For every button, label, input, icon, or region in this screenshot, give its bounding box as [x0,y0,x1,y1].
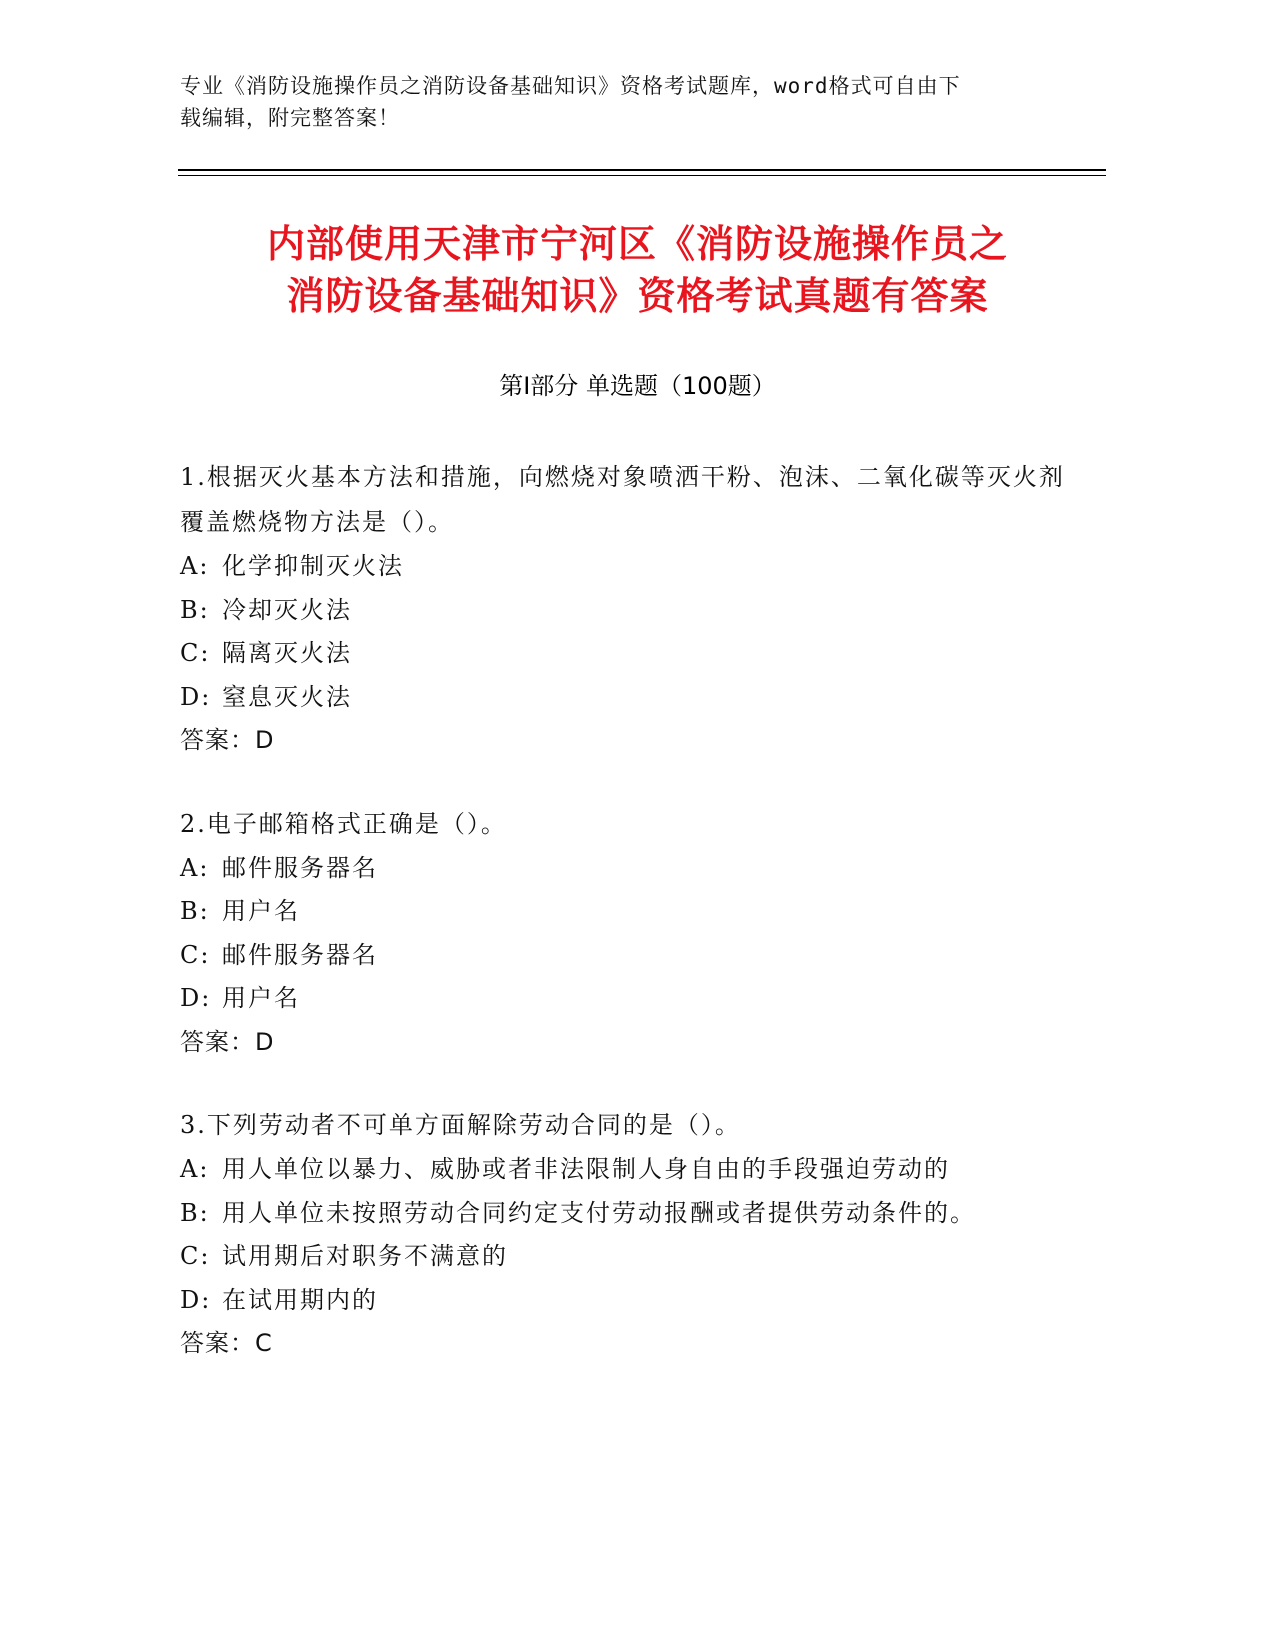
option-text: 用人单位未按照劳动合同约定支付劳动报酬或者提供劳动条件的。 [222,1198,976,1227]
option-label: A: [180,853,210,882]
option-text: 窒息灭火法 [222,682,352,711]
option-text: 在试用期内的 [222,1285,378,1314]
option-text: 用人单位以暴力、威胁或者非法限制人身自由的手段强迫劳动的 [222,1155,950,1183]
option-label: B: [180,595,210,624]
option-text: 用户名 [222,897,300,925]
option-text: 邮件服务器名 [222,853,378,882]
option-label: B: [180,1198,210,1227]
option-label: D: [180,682,212,711]
option-label: D: [180,984,212,1012]
option-label: D: [180,1285,212,1314]
question-1 [180,455,1080,763]
option-label: C: [180,639,211,667]
question-stem: 1.根据灭火基本方法和措施，向燃烧对象喷洒干粉、泡沫、二氧化碳等灭火剂覆盖燃烧物方法是（）。 [180,463,1065,536]
header-divider-thick [178,169,1106,171]
option-text: 邮件服务器名 [222,940,378,969]
question-list [180,455,1080,1405]
title-line-2: 消防设备基础知识》资格考试真题有答案 [286,274,989,318]
title-line-1: 内部使用天津市宁河区《消防设施操作员之 [266,222,1008,266]
option-b [180,1192,1080,1236]
option-b [180,589,1080,633]
answer: 答案：D [180,726,275,754]
option-text: 试用期后对职务不满意的 [222,1242,508,1270]
document-title [150,218,1125,322]
option-a [180,847,1080,891]
option-label: C: [180,940,211,969]
answer: 答案：D [180,1027,275,1056]
option-a [180,545,1080,589]
option-text: 化学抑制灭火法 [222,552,404,580]
option-label: C: [180,1242,211,1270]
header-line-1: 专业《消防设施操作员之消防设备基础知识》资格考试题库，word格式可自由下 [180,74,961,98]
question-3 [180,1103,1080,1366]
option-d [180,977,1080,1021]
option-c [180,1235,1080,1279]
header-line-2: 载编辑，附完整答案！ [180,106,400,130]
option-text: 冷却灭火法 [222,595,352,624]
option-b [180,890,1080,934]
option-c [180,632,1080,676]
question-2 [180,802,1080,1065]
section-heading: 第Ⅰ部分 单选题（100题） [499,372,776,400]
option-text: 隔离灭火法 [222,639,352,667]
option-d [180,676,1080,720]
option-a [180,1148,1080,1192]
question-stem: 3.下列劳动者不可单方面解除劳动合同的是（）。 [180,1111,741,1139]
option-d [180,1279,1080,1323]
option-label: B: [180,897,210,925]
option-text: 用户名 [222,984,300,1012]
option-c [180,934,1080,978]
option-label: A: [180,1155,210,1183]
answer: 答案：C [180,1329,273,1357]
document-header [180,70,1060,134]
question-stem: 2.电子邮箱格式正确是（）。 [180,809,507,838]
header-divider-thin [178,175,1106,176]
option-label: A: [180,552,210,580]
